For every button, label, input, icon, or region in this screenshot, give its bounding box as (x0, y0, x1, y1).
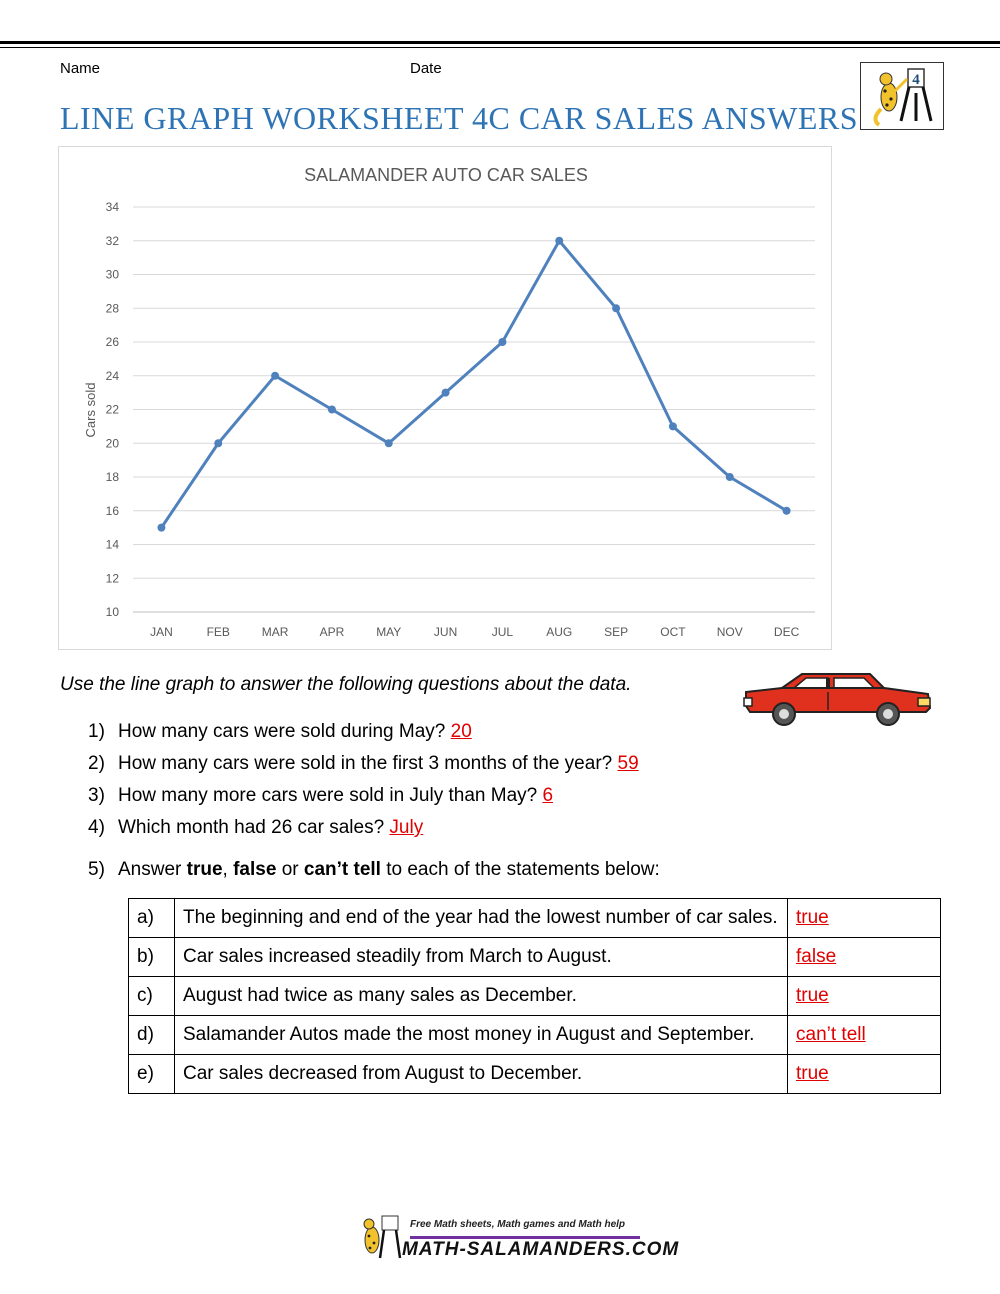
statement-label: b) (129, 938, 175, 977)
y-tick-label: 28 (105, 301, 119, 316)
q5-post: to each of the statements below: (380, 859, 660, 880)
x-tick-label: FEB (206, 625, 230, 639)
statement-answer-cell (788, 977, 941, 1016)
instructions: Use the line graph to answer the following questions about the data. (60, 674, 632, 695)
y-tick-label: 16 (105, 503, 119, 518)
q5-false: false (233, 859, 277, 880)
statement-label: e) (129, 1055, 175, 1094)
table-row (129, 1055, 941, 1094)
logo-badge: 4 (912, 72, 920, 88)
data-point (555, 237, 563, 245)
statement-answer-cell (788, 938, 941, 977)
x-tick-label: AUG (546, 625, 573, 639)
top-rule-thin (0, 47, 1000, 48)
question-number: 4) (88, 817, 105, 838)
series-line (161, 241, 786, 528)
statement-answer-cell (788, 1016, 941, 1055)
table-row (129, 899, 941, 938)
data-point (669, 422, 677, 430)
line-chart (58, 146, 832, 650)
data-point (157, 524, 165, 532)
statement-text: Car sales decreased from August to December. (175, 1055, 788, 1094)
question-text: Which month had 26 car sales? (118, 817, 390, 838)
data-point (271, 372, 279, 380)
x-tick-label: MAY (376, 625, 402, 639)
statement-answer: true (796, 985, 829, 1006)
question-4 (88, 817, 423, 839)
statement-answer-cell (788, 899, 941, 938)
statement-text: Car sales increased steadily from March to August. (175, 938, 788, 977)
statement-text: August had twice as many sales as December. (175, 977, 788, 1016)
y-tick-label: 10 (105, 605, 119, 619)
y-tick-label: 20 (105, 436, 119, 451)
x-tick-label: OCT (660, 625, 686, 639)
x-tick-label: JUL (491, 625, 514, 639)
statement-text: Salamander Autos made the most money in August and September. (175, 1016, 788, 1055)
statement-answer: true (796, 907, 829, 928)
y-tick-label: 32 (105, 233, 119, 248)
question-3 (88, 785, 553, 807)
data-point (726, 473, 734, 481)
q5-true: true (186, 859, 223, 880)
data-point (385, 439, 393, 447)
car-illustration (742, 670, 934, 735)
question-text: How many more cars were sold in July than May? (118, 785, 543, 806)
x-tick-label: SEP (604, 625, 629, 639)
y-tick-label: 30 (105, 267, 119, 282)
question-1 (88, 721, 472, 743)
table-row (129, 938, 941, 977)
question-answer: July (389, 817, 424, 838)
table-row (129, 1016, 941, 1055)
salamander-logo (860, 62, 944, 130)
statement-answer: true (796, 1063, 829, 1084)
x-tick-label: MAR (261, 625, 289, 639)
statement-label: c) (129, 977, 175, 1016)
y-axis-label: Cars sold (83, 382, 98, 438)
question-answer: 59 (617, 753, 639, 774)
x-tick-label: DEC (773, 625, 800, 639)
q5-cant-tell: can’t tell (303, 859, 381, 880)
footer-site[interactable]: MATH-SALAMANDERS.COM (402, 1239, 680, 1260)
statement-text: The beginning and end of the year had the lowest number of car sales. (175, 899, 788, 938)
y-tick-label: 18 (105, 470, 119, 484)
y-tick-label: 22 (105, 402, 119, 417)
statements-table (128, 898, 941, 1094)
question-text: How many cars were sold during May? (118, 721, 451, 742)
data-point (783, 507, 791, 515)
question-text: How many cars were sold in the first 3 months of the year? (118, 753, 618, 774)
statement-answer: false (796, 946, 837, 967)
data-point (214, 439, 222, 447)
question-number: 5) (88, 859, 105, 880)
data-point (328, 406, 336, 414)
page-title: LINE GRAPH WORKSHEET 4C CAR SALES ANSWERS (60, 100, 859, 136)
x-tick-label: APR (319, 625, 345, 639)
salamander-icon (352, 1212, 402, 1262)
chart-title: SALAMANDER AUTO CAR SALES (304, 165, 588, 185)
x-tick-label: NOV (716, 625, 743, 639)
question-number: 3) (88, 785, 105, 806)
q5-mid: or (276, 859, 304, 880)
y-tick-label: 34 (105, 200, 119, 214)
q5-pre: Answer (118, 859, 187, 880)
date-label: Date (410, 60, 442, 77)
statement-label: a) (129, 899, 175, 938)
table-row (129, 977, 941, 1016)
statement-label: d) (129, 1016, 175, 1055)
question-number: 2) (88, 753, 105, 774)
question-answer: 6 (542, 785, 554, 806)
x-tick-label: JAN (150, 625, 173, 639)
name-label: Name (60, 60, 101, 77)
statement-answer-cell (788, 1055, 941, 1094)
data-point (498, 338, 506, 346)
question-answer: 20 (450, 721, 472, 742)
footer-tagline: Free Math sheets, Math games and Math help (410, 1219, 626, 1230)
y-tick-label: 26 (105, 335, 119, 349)
y-tick-label: 24 (105, 368, 119, 383)
chart-svg (59, 147, 833, 651)
question-5 (88, 859, 660, 881)
statement-answer: can’t tell (796, 1024, 866, 1045)
q5-sep: , (222, 859, 234, 880)
question-number: 1) (88, 721, 105, 742)
footer-logo (352, 1212, 680, 1262)
data-point (612, 304, 620, 312)
x-tick-label: JUN (433, 625, 458, 639)
y-tick-label: 12 (105, 571, 119, 586)
top-rule (0, 41, 1000, 44)
data-point (442, 389, 450, 397)
question-2 (88, 753, 639, 775)
y-tick-label: 14 (105, 537, 119, 552)
